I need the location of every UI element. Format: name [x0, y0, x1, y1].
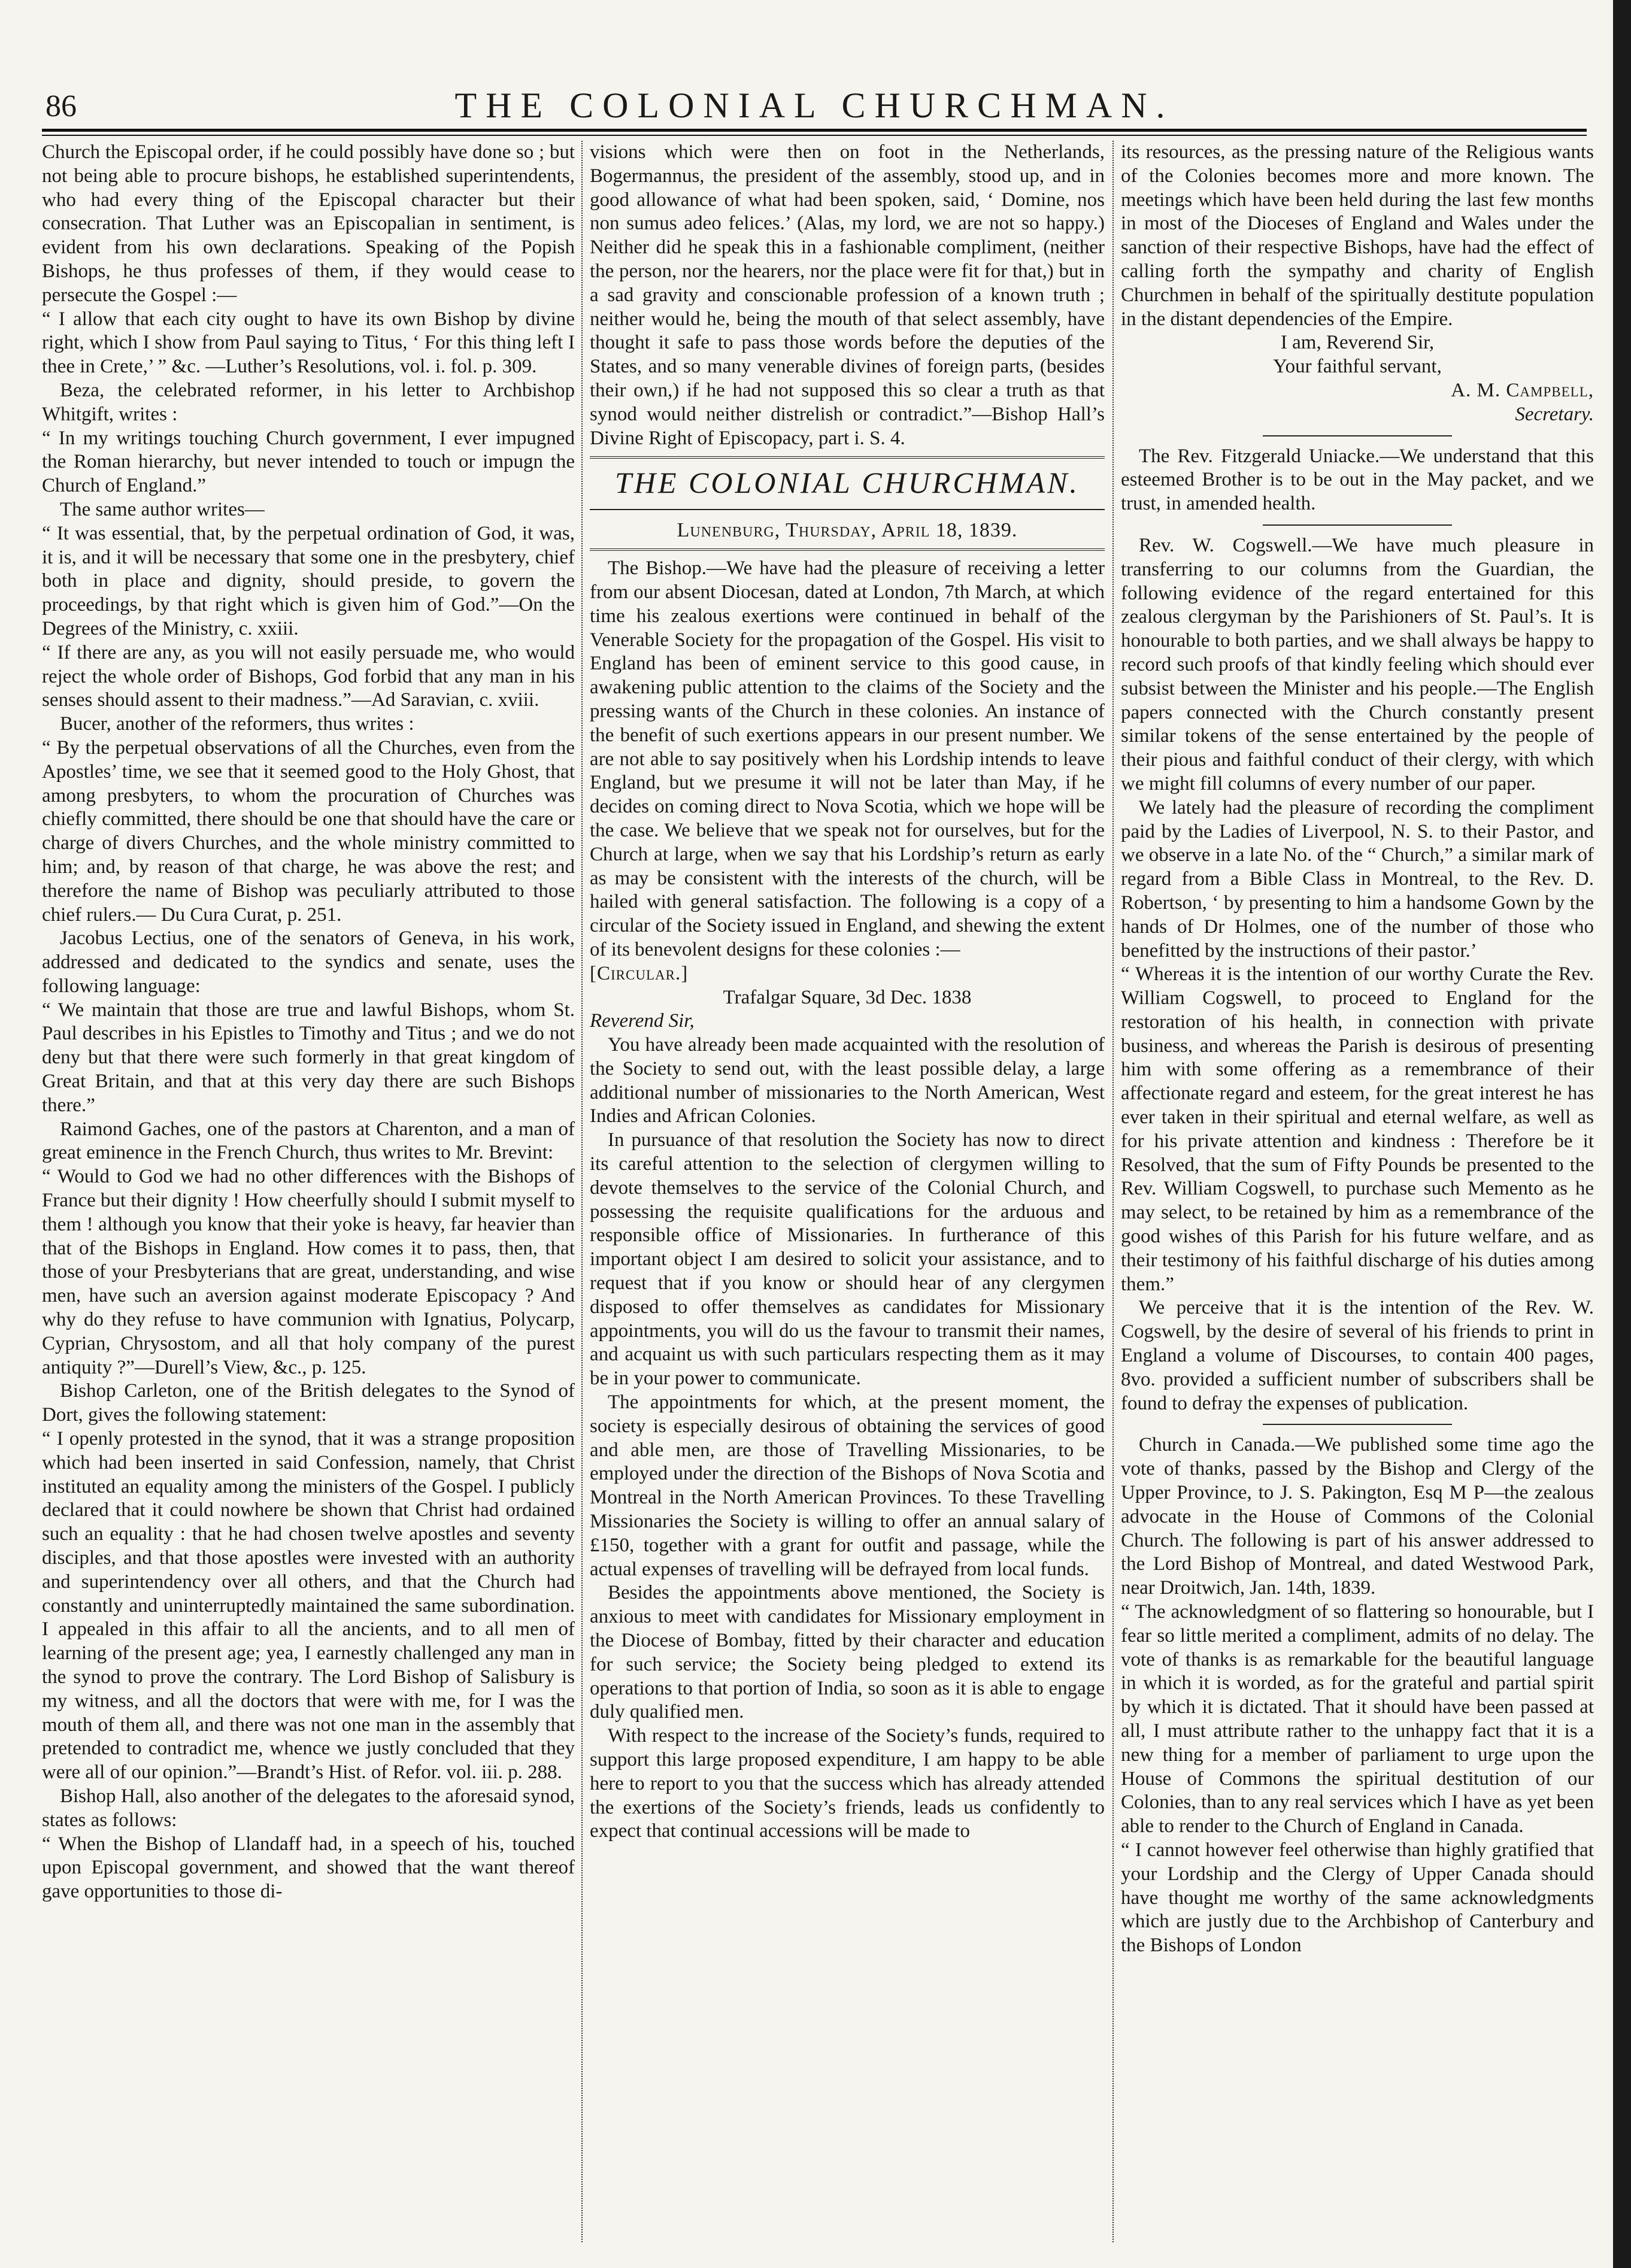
quotation: “ I cannot however feel otherwise than highly gratified that your Lordship and the Clergy of Upper Canada should have thought me worthy of the same acknowledgments which are justly due to the Archbishop of Canterbury and the Bishops of London: [1121, 1839, 1594, 1957]
paragraph: Jacobus Lectius, one of the senators of Geneva, in his work, addressed and dedicated to the syndics and senate, uses the following language:: [42, 927, 575, 997]
paragraph: The appointments for which, at the present moment, the society is especially desirous of obtaining the services of good and able men, are those of Travelling Missionaries, to be employed under the direction of the Bishops of Nova Scotia and Montreal in the North American Provinces. To these Travelling Missionaries the Society is willing to offer an annual salary of £150, together with a grant for outfit and passage, while the actual expenses of travelling will be defrayed from local funds.: [590, 1391, 1105, 1580]
circular-address: Trafalgar Square, 3d Dec. 1838: [723, 986, 972, 1008]
page-number: 86: [46, 89, 77, 123]
quotation: “ I allow that each city ought to have its own Bishop by divine right, which I show from Paul saying to Titus, ‘ For this thing left I thee in Crete,’ ” &c. —Luther’s Resolutions, vol. i. fol. p. 309.: [42, 308, 575, 378]
header-rule: [42, 129, 1587, 132]
quotation: “ In my writings touching Church government, I ever impugned the Roman hierarchy, but never intended to touch or impugn the Church of England.”: [42, 427, 575, 497]
column-middle: [590, 141, 1105, 2248]
masthead: THE COLONIAL CHURCHMAN.: [454, 86, 1174, 125]
paragraph: Bishop Carleton, one of the British delegates to the Synod of Dort, gives the following statement:: [42, 1380, 575, 1426]
salutation: Reverend Sir,: [590, 1010, 695, 1032]
paragraph: With respect to the increase of the Society’s funds, required to support this large proposed expenditure, I am happy to be able here to report to you that the success which has already attended the exertions of the Society’s friends, leads us confidently to expect that continual accessions will be made to: [590, 1725, 1105, 1842]
paragraph: In pursuance of that resolution the Society has now to direct its careful attention to the selection of clergymen willing to devote themselves to the service of the Colonial Church, and possessing the requisite qualifications for the arduous and responsible office of Missionaries. In furtherance of this important object I am desired to solicit your assistance, and to request that if you know or should hear of any clergymen disposed to offer themselves as candidates for Missionary appointments, you will do us the favour to transmit their names, and acquaint us with such particulars respecting them as it may be in your power to communicate.: [590, 1129, 1105, 1390]
quotation: “ Whereas it is the intention of our worthy Curate the Rev. William Cogswell, to proceed to England for the restoration of his health, in connection with private business, and whereas the Parish is desirous of presenting him with some offering as a remembrance of their affectionate regard and esteem, for the great interest he has ever taken in their spiritual and eternal welfare, as well as for his private attention and kindness : Therefore be it Resolved, that the sum of Fifty Pounds be presented to the Rev. William Cogswell, to purchase such Memento as he may select, to be retained by him as a remembrance of the good wishes of this Parish for his future welfare, and as their testimony of his faithful discharge of his duties among them.”: [1121, 963, 1594, 1295]
paragraph: visions which were then on foot in the Netherlands, Bogermannus, the president of the assembly, stood up, and in good allowance of what had been spoken, said, ‘ Domine, nos non sumus adeo felices.’ (Alas, my lord, we are not so happy.) Neither did he speak this in a fashionable compliment, (neither the person, nor the hearers, nor the place were fit for that,) but in a sad gravity and conscionable profession of a known truth ; neither would he, being the mouth of that select assembly, have thought it safe to pass those words before the deputies of the States, and so many venerable divines of foreign parts, (besides their own,) if he had not supposed this so clear a truth as that synod would neither distrelish or contradict.”—Bishop Hall’s Divine Right of Episcopacy, part i. S. 4.: [590, 141, 1105, 449]
paragraph: Bishop Hall, also another of the delegates to the aforesaid synod, states as follows:: [42, 1785, 575, 1831]
paragraph: You have already been made acquainted with the resolution of the Society to send out, with the least possible delay, a large additional number of missionaries to the North American, West Indies and African Colonies.: [590, 1034, 1105, 1127]
signature-servant: Your faithful servant,: [1273, 356, 1442, 378]
news-item: Church in Canada.—We published some time ago the vote of thanks, passed by the Bishop and Clergy of the Upper Province, to J. S. Pakington, Esq M P—the zealous advocate in the House of Commons of the Colonial Church. The following is part of his answer addressed to the Lord Bishop of Montreal, and dated Westwood Park, near Droitwich, Jan. 14th, 1839.: [1121, 1434, 1594, 1599]
section-rule: [590, 456, 1105, 459]
title-rule: [590, 509, 1105, 510]
quotation: “ I openly protested in the synod, that it was a strange proposition which had been inserted in said Confession, namely, that Christ instituted an equality among the ministers of the Gospel. I publicly declared that it could nowhere be shown that Christ had ordained such an equality : that he had chosen twelve apostles and seventy disciples, and that those apostles were invested with an authority and superintendency over all others, and that the Church had constantly and uninterruptedly maintained the same subordination. I appealed in this affair to all the ancients, and to all men of learning of the present age; yea, I earnestly challenged any man in the synod to prove the contrary. The Lord Bishop of Salisbury is my witness, and all the doctors that were with me, for I was the mouth of them all, and there was not one man in the assembly that pretended to contradict me, whence we justly concluded that they were all of our opinion.”—Brandt’s Hist. of Refor. vol. iii. p. 288.: [42, 1428, 575, 1784]
quotation: “ The acknowledgment of so flattering so honourable, but I fear so little merited a compliment, admits of no delay. The vote of thanks is as remarkable for the beautiful language in which it is worded, as for the grateful and partial spirit by which it is dictated. That it should have been passed at all, I must attribute rather to the unhappy fact that it is a new thing for a member of parliament to urge upon the House of Commons the spiritual destitution of our Colonies, than to any real services which I have as yet been able to render to the Church of England in Canada.: [1121, 1601, 1594, 1838]
dateline-rule: [590, 548, 1105, 551]
scan-edge: [1613, 0, 1631, 2268]
quotation: “ It was essential, that, by the perpetual ordination of God, it was, it is, and it will be necessary that some one in the presbytery, chief both in place and dignity, should preside, to govern the proceedings, by that right which is given him of God.”—On the Degrees of the Ministry, c. xxiii.: [42, 522, 575, 639]
column-divider: [581, 141, 583, 2242]
news-item: Rev. W. Cogswell.—We have much pleasure in transferring to our columns from the Guardian, the following evidence of the regard entertained for this zealous clergyman by the Parishioners of St. Paul’s. It is honourable to both parties, and we shall always be happy to record such proofs of that kindly feeling which should ever subsist between the Minister and his people.—The English papers connected with the Church constantly present similar tokens of the sense entertained by the people of their pious and faithful conduct of their clergy, with which we might fill columns of every number of our paper.: [1121, 534, 1594, 795]
paragraph: We perceive that it is the intention of the Rev. W. Cogswell, by the desire of several of his friends to print in England a volume of Discourses, to contain 400 pages, 8vo. provided a sufficient number of subscribers shall be found to defray the expenses of publication.: [1121, 1297, 1594, 1414]
circular-label: [Circular.]: [590, 962, 689, 984]
editorial-header: [590, 465, 1105, 551]
quotation: “ By the perpetual observations of all the Churches, even from the Apostles’ time, we see that it seemed good to the Holy Ghost, that among presbyters, to whom the procuration of Churches was chiefly committed, there should be one that should have the care or charge of divers Churches, and the whole ministry committed to him; and, by reason of that charge, he was above the rest; and therefore the name of Bishop was peculiarly attributed to those chief rulers.— Du Cura Curat, p. 251.: [42, 736, 575, 926]
quotation: “ We maintain that those are true and lawful Bishops, whom St. Paul describes in his Epistles to Timothy and Titus ; and we do not deny but that there were such formerly in that great kingdom of Great Britain, and that at this very day there are such Bishops there.”: [42, 999, 575, 1116]
quotation: “ If there are any, as you will not easily persuade me, who would reject the whole order of Bishops, God forbid that any man in his senses should assent to their madness.”—Ad Saravian, c. xviii.: [42, 641, 575, 711]
signature-closing: I am, Reverend Sir,: [1280, 332, 1435, 354]
paragraph: Beza, the celebrated reformer, in his letter to Archbishop Whitgift, writes :: [42, 379, 575, 425]
paragraph: its resources, as the pressing nature of the Religious wants of the Colonies becomes more and more known. The meetings which have been held during the last few months in most of the Dioceses of England and Wales under the sanction of their respective Bishops, have had the effect of calling forth the sympathy and charity of English Churchmen in behalf of the spiritually destitute population in the distant dependencies of the Empire.: [1121, 141, 1594, 330]
editorial-title: THE COLONIAL CHURCHMAN.: [615, 466, 1080, 500]
paragraph: Bucer, another of the reformers, thus writes :: [60, 713, 414, 735]
paragraph: The same author writes—: [60, 498, 265, 520]
signature-title: Secretary.: [1515, 403, 1594, 425]
section-rule: [1263, 1424, 1452, 1425]
column-right: [1121, 141, 1594, 2248]
paragraph: Church the Episcopal order, if he could possibly have done so ; but not being able to procure bishops, he established superintendents, who had every thing of the Episcopal character but their consecration. That Luther was an Episcopalian in sentiment, is evident from his own declarations. Speaking of the Popish Bishops, he thus professes of them, if they would cease to persecute the Gospel :—: [42, 141, 575, 306]
quotation: “ When the Bishop of Llandaff had, in a speech of his, touched upon Episcopal government, and showed that the want thereof gave opportunities to those di-: [42, 1833, 575, 1903]
news-item: The Rev. Fitzgerald Uniacke.—We understand that this esteemed Brother is to be out in the May packet, and we trust, in amended health.: [1121, 445, 1594, 515]
editorial-paragraph: The Bishop.—We have had the pleasure of receiving a letter from our absent Diocesan, dated at London, 7th March, at which time his zealous exertions were continued in behalf of the Venerable Society for the propagation of the Gospel. His visit to England has been of eminent service to this good cause, in awakening public attention to the claims of the Society and the pressing wants of the Church in these colonies. An instance of the benefit of such exertions appears in our present number. We are not able to say positively when his Lordship intends to leave England, but we presume it will not be later than May, if he decides on coming direct to Nova Scotia, which we hope will be the case. We believe that we speak not for ourselves, but for the Church at large, when we say that his Lordship’s return as early as may be consistent with the interests of the church, will be hailed with general satisfaction. The following is a copy of a circular of the Society issued in England, and shewing the extent of its benevolent designs for these colonies :—: [590, 557, 1105, 960]
column-left: [42, 141, 575, 2248]
column-divider: [1112, 141, 1114, 2242]
quotation: “ Would to God we had no other differences with the Bishops of France but their dignity ! How cheerfully should I submit myself to them ! although you know that their yoke is heavy, far heavier than that of the Bishops in England. How comes it to pass, then, that those of your Presbyterians that are great, understanding, and wise men, have such an aversion against moderate Episcopacy ? And why do they refuse to have communion with Ignatius, Polycarp, Cyprian, Chrysostom, and all that holy company of the purest antiquity ?”—Durell’s View, &c., p. 125.: [42, 1166, 575, 1378]
section-rule: [1263, 435, 1452, 436]
header-rule-thin: [42, 135, 1587, 136]
paragraph: Besides the appointments above mentioned, the Society is anxious to meet with candidates for Missionary employment in the Diocese of Bombay, fitted by their character and education for such service; the Society being pledged to extend its operations to that portion of India, so soon as it is able to engage duly qualified men.: [590, 1582, 1105, 1723]
section-rule: [1263, 524, 1452, 526]
dateline: Lunenburg, Thursday, April 18, 1839.: [677, 519, 1018, 542]
signature-name: A. M. Campbell,: [1451, 379, 1594, 401]
paragraph: We lately had the pleasure of recording the compliment paid by the Ladies of Liverpool, N. S. to their Pastor, and we observe in a late No. of the “ Church,” a similar mark of regard from a Bible Class in Montreal, to the Rev. D. Robertson, ‘ by presenting to him a handsome Gown by the hands of Dr Holmes, one of the number of those who benefitted by the instructions of their pastor.’: [1121, 796, 1594, 962]
paragraph: Raimond Gaches, one of the pastors at Charenton, and a man of great eminence in the French Church, thus writes to Mr. Brevint:: [42, 1118, 575, 1164]
